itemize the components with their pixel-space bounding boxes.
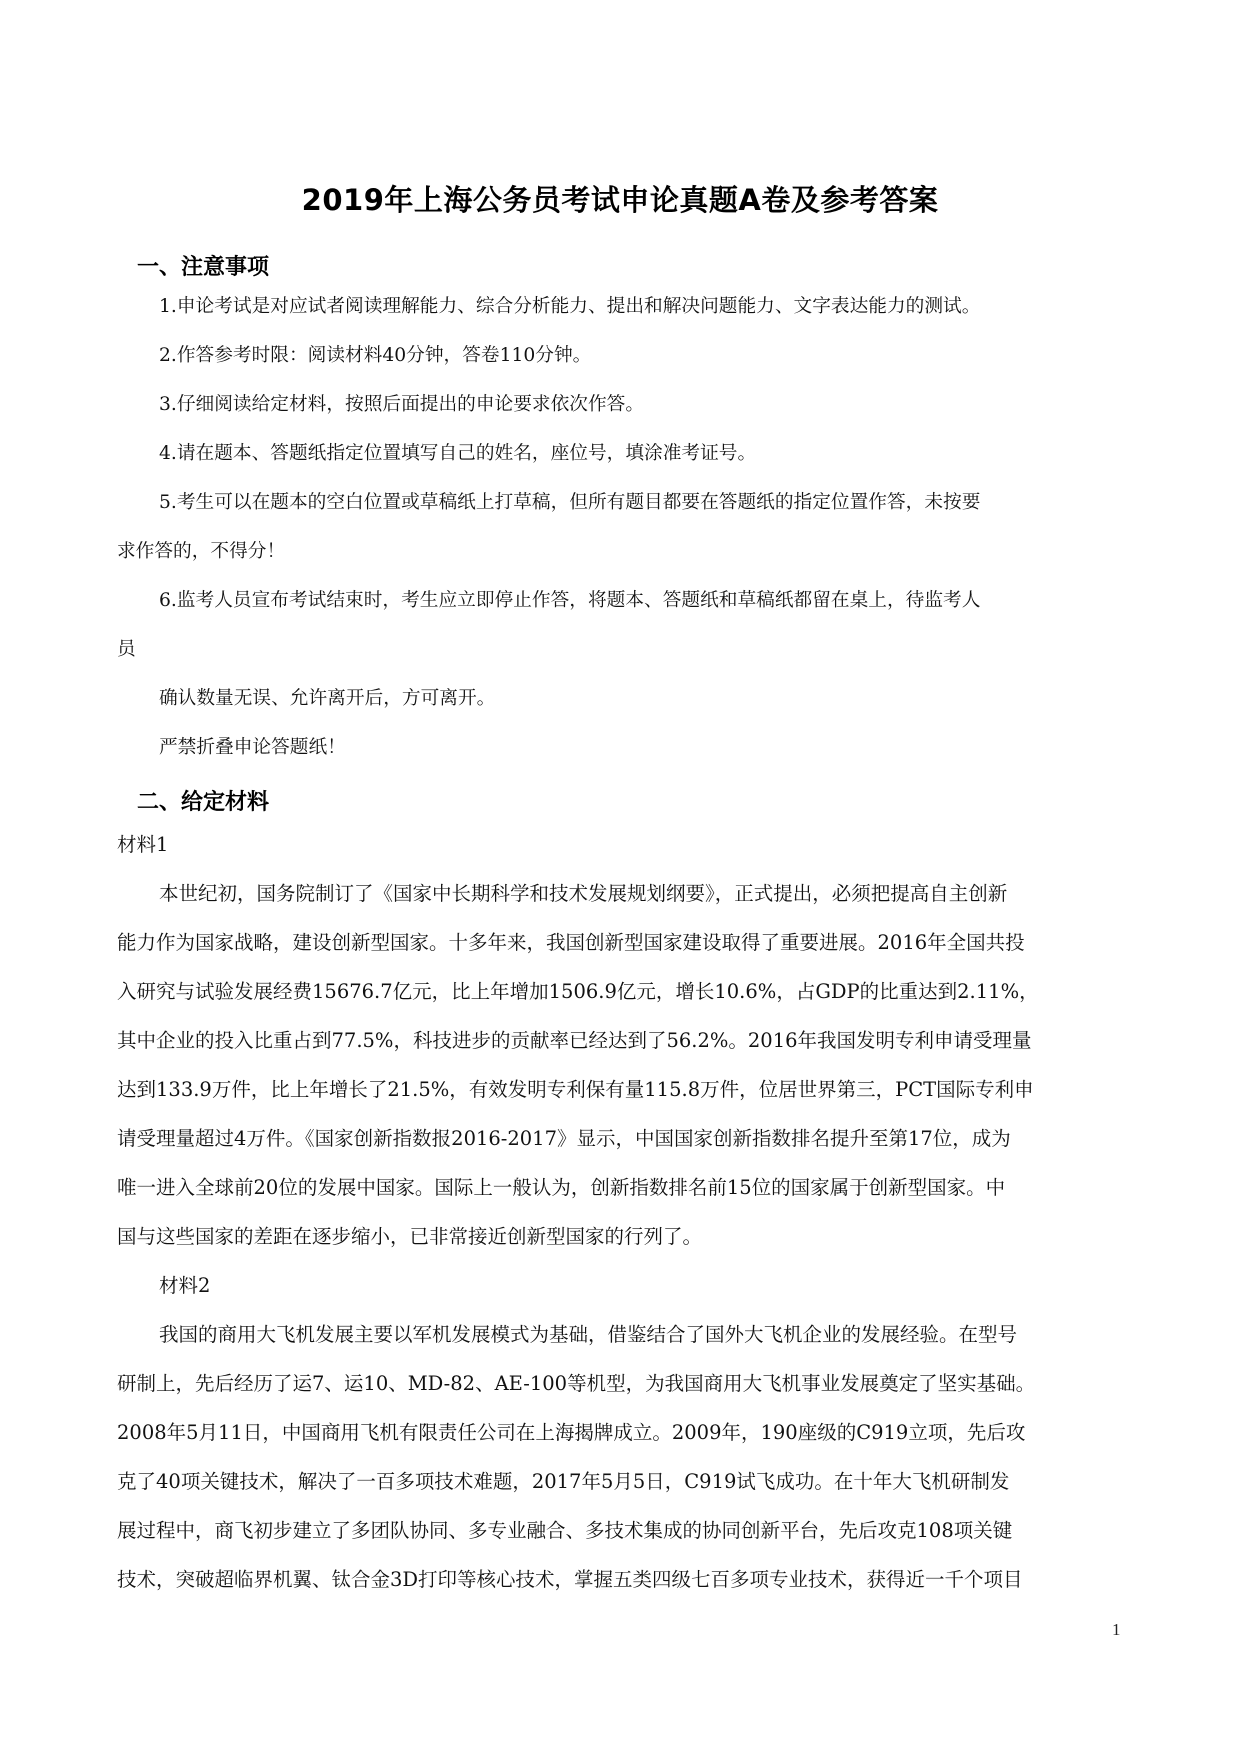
material-paragraph-line: 入研究与试验发展经费15676.7亿元，比上年增加1506.9亿元，增长10.6%，占GDP的比重达到2.11%， — [117, 980, 1039, 1003]
section-heading-notes: 一、注意事项 — [137, 255, 270, 280]
material-label: 材料2 — [159, 1274, 211, 1297]
note-line: 3.仔细阅读给定材料，按照后面提出的申论要求依次作答。 — [159, 394, 645, 415]
note-line: 2.作答参考时限：阅读材料40分钟，答卷110分钟。 — [159, 345, 592, 366]
note-line: 4.请在题本、答题纸指定位置填写自己的姓名，座位号，填涂准考证号。 — [159, 443, 757, 464]
material-paragraph-line: 其中企业的投入比重占到77.5%，科技进步的贡献率已经达到了56.2%。2016年我国发明专利申请受理量 — [117, 1029, 1032, 1052]
material-label: 材料1 — [117, 833, 169, 856]
material-paragraph-line: 唯一进入全球前20位的发展中国家。国际上一般认为，创新指数排名前15位的国家属于创新型国家。中 — [117, 1176, 1006, 1199]
material-paragraph-line: 请受理量超过4万件。《国家创新指数报2016-2017》显示，中国国家创新指数排名提升至第17位，成为 — [117, 1127, 1011, 1150]
material-paragraph-line: 达到133.9万件，比上年增长了21.5%，有效发明专利保有量115.8万件，位居世界第三，PCT国际专利申 — [117, 1078, 1034, 1101]
material-paragraph-line: 展过程中，商飞初步建立了多团队协同、多专业融合、多技术集成的协同创新平台，先后攻克108项关键 — [117, 1519, 1013, 1542]
material-paragraph-line: 研制上，先后经历了运7、运10、MD-82、AE-100等机型，为我国商用大飞机事业发展奠定了坚实基础。 — [117, 1372, 1036, 1395]
document-title: 2019年上海公务员考试申论真题A卷及参考答案 — [301, 183, 939, 217]
material-paragraph-line: 技术，突破超临界机翼、钛合金3D打印等核心技术，掌握五类四级七百多项专业技术，获得近一千个项目 — [117, 1568, 1023, 1591]
section-heading-materials: 二、给定材料 — [137, 790, 270, 815]
material-paragraph-line: 能力作为国家战略，建设创新型国家。十多年来，我国创新型国家建设取得了重要进展。2016年全国共投 — [117, 931, 1025, 954]
note-line: 求作答的，不得分！ — [117, 541, 286, 562]
material-paragraph-line: 克了40项关键技术，解决了一百多项技术难题，2017年5月5日，C919试飞成功。在十年大飞机研制发 — [117, 1470, 1010, 1493]
material-paragraph-line: 2008年5月11日，中国商用飞机有限责任公司在上海揭牌成立。2009年，190座级的C919立项，先后攻 — [117, 1421, 1026, 1444]
page-number: 1 — [1112, 1620, 1121, 1639]
note-line: 5.考生可以在题本的空白位置或草稿纸上打草稿，但所有题目都要在答题纸的指定位置作答，未按要 — [159, 492, 981, 513]
material-paragraph-line: 我国的商用大飞机发展主要以军机发展模式为基础，借鉴结合了国外大飞机企业的发展经验。在型号 — [159, 1323, 1018, 1346]
material-paragraph-line: 本世纪初，国务院制订了《国家中长期科学和技术发展规划纲要》，正式提出，必须把提高自主创新 — [159, 882, 1008, 905]
note-line: 严禁折叠申论答题纸！ — [159, 737, 346, 758]
note-line: 6.监考人员宣布考试结束时，考生应立即停止作答，将题本、答题纸和草稿纸都留在桌上，待监考人 — [159, 590, 981, 611]
material-paragraph-line: 国与这些国家的差距在逐步缩小，已非常接近创新型国家的行列了。 — [117, 1225, 703, 1248]
note-line: 1.申论考试是对应试者阅读理解能力、综合分析能力、提出和解决问题能力、文字表达能力的测试。 — [159, 296, 981, 317]
note-line: 员 — [117, 639, 136, 660]
note-line: 确认数量无误、允许离开后，方可离开。 — [159, 688, 496, 709]
